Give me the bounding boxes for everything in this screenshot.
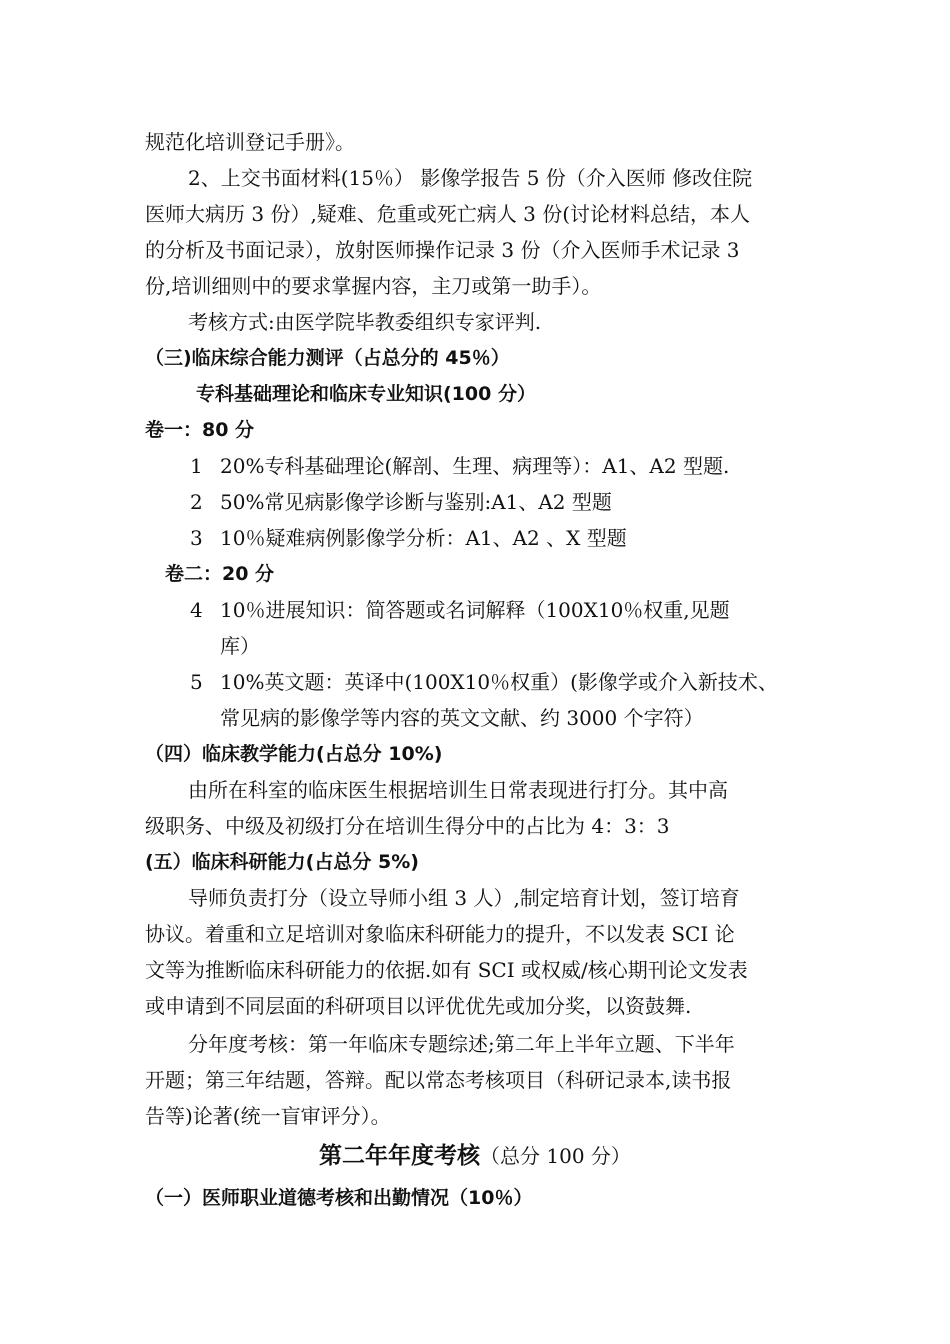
section-heading: (五）临床科研能力(占总分 5%) (145, 851, 419, 873)
paragraph-line: 文等为推断临床科研能力的依据.如有 SCI 或权威/核心期刊论文发表 (145, 958, 748, 982)
paragraph-line: 规范化培训登记手册》。 (145, 130, 355, 154)
list-item (190, 524, 627, 552)
paragraph-line: 份,培训细则中的要求掌握内容，主刀或第一助手）。 (145, 274, 602, 298)
list-continuation: 常见病的影像学等内容的英文文献、约 3000 个字符） (220, 706, 704, 730)
paragraph-line: 级职务、中级及初级打分在培训生得分中的占比为 4：3：3 (145, 814, 670, 838)
list-item (190, 596, 730, 624)
paragraph-line: 的分析及书面记录），放射医师操作记录 3 份（介入医师手术记录 3 (145, 238, 740, 262)
paragraph-line: 或申请到不同层面的科研项目以评优优先或加分奖，以资鼓舞. (145, 994, 692, 1018)
list-number: 4 (190, 598, 203, 622)
list-number: 2 (190, 490, 203, 514)
section-heading: （三)临床综合能力测评（占总分的 45％） (145, 347, 510, 369)
list-text: 50%常见病影像学诊断与鉴别:A1、A2 型题 (220, 490, 612, 514)
list-item (190, 488, 612, 516)
paragraph-line: 医师大病历 3 份）,疑难、危重或死亡病人 3 份(讨论材料总结，本人 (145, 202, 751, 226)
list-text: 10％进展知识：简答题或名词解释（100X10％权重,见题 (220, 598, 730, 622)
paragraph-line: 2、上交书面材料(15％） 影像学报告 5 份（介入医师 修改住院 (188, 166, 753, 190)
list-text: 10%英文题：英译中(100X10％权重）(影像学或介入新技术、 (220, 670, 778, 694)
paragraph-line: 告等)论著(统一盲审评分）。 (145, 1104, 391, 1128)
paper-label: 卷一：80 分 (145, 419, 255, 441)
paragraph-line: 考核方式:由医学院毕教委组织专家评判. (188, 310, 542, 334)
year-subtitle: （总分 100 分） (480, 1144, 631, 1168)
list-number: 1 (190, 454, 203, 478)
list-number: 5 (190, 670, 203, 694)
section-heading: （一）医师职业道德考核和出勤情况（10％） (145, 1187, 533, 1209)
list-continuation: 库） (220, 634, 260, 658)
paper-label: 卷二：20 分 (165, 563, 275, 585)
year-title: 第二年年度考核 (319, 1143, 481, 1169)
list-number: 3 (190, 526, 203, 550)
paragraph-line: 协议。着重和立足培训对象临床科研能力的提升，不以发表 SCI 论 (145, 922, 735, 946)
paragraph-line: 导师负责打分（设立导师小组 3 人）,制定培育计划，签订培育 (188, 886, 740, 910)
section-heading: （四）临床教学能力(占总分 10%) (145, 743, 443, 765)
list-text: 10％疑难病例影像学分析：A1、A2 、X 型题 (220, 526, 627, 550)
list-item (190, 452, 729, 480)
page-title (0, 1142, 950, 1170)
paragraph-line: 分年度考核：第一年临床专题综述;第二年上半年立题、下半年 (188, 1032, 735, 1056)
paragraph-line: 开题；第三年结题，答辩。配以常态考核项目（科研记录本,读书报 (145, 1068, 732, 1092)
paragraph-line: 由所在科室的临床医生根据培训生日常表现进行打分。其中高 (188, 778, 728, 802)
subsection-heading: 专科基础理论和临床专业知识(100 分） (196, 383, 536, 405)
list-item (190, 668, 778, 696)
list-text: 20%专科基础理论(解剖、生理、病理等）：A1、A2 型题. (220, 454, 730, 478)
